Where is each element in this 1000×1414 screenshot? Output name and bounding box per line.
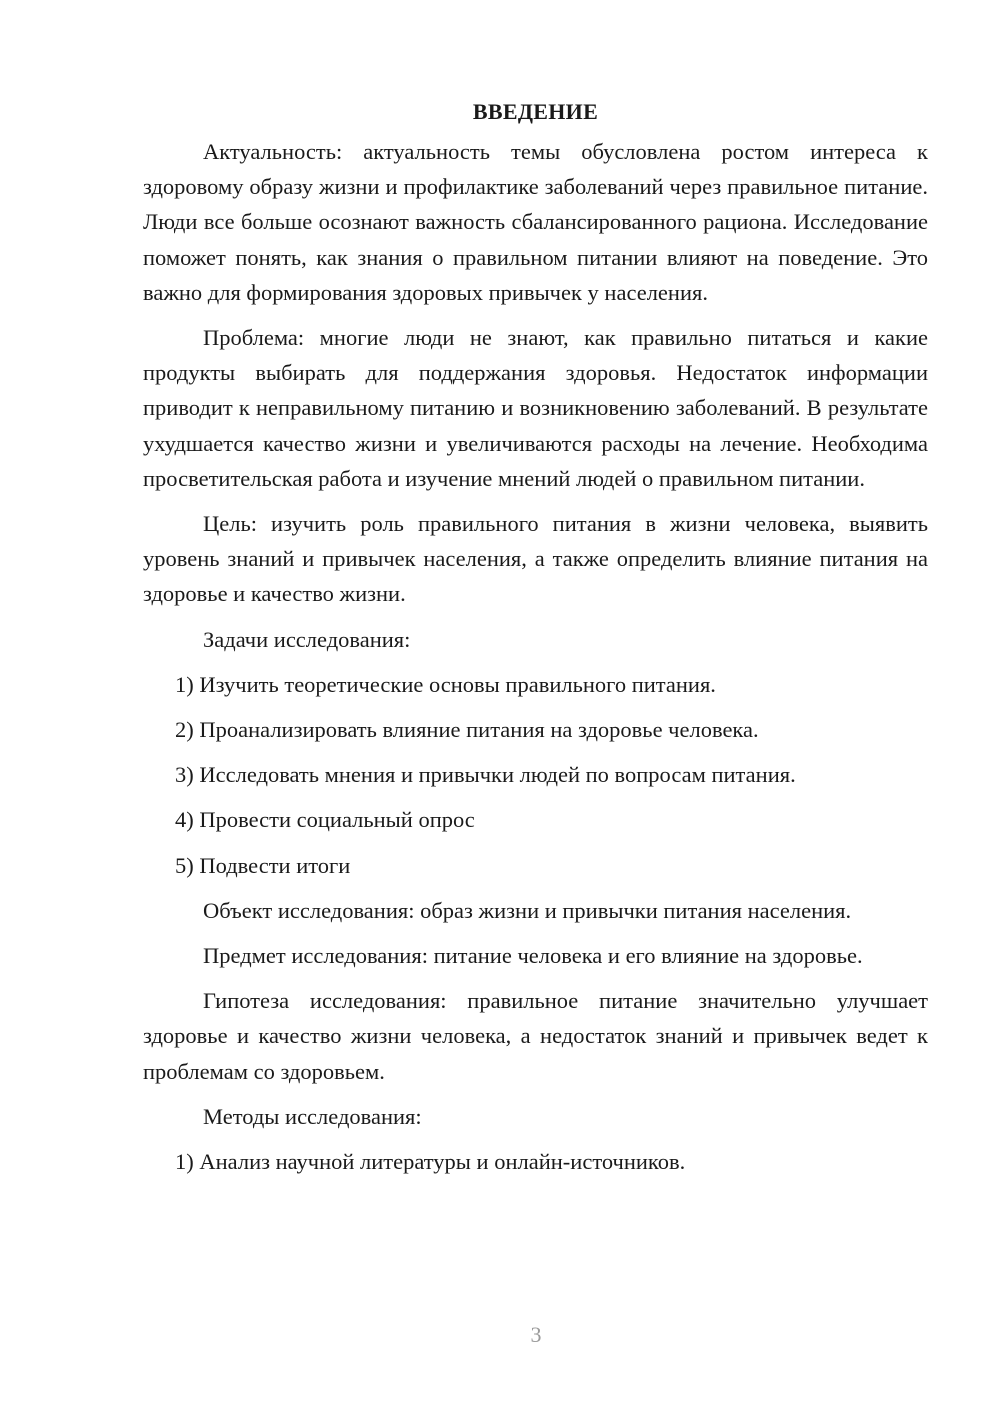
task-item-5: 5) Подвести итоги — [175, 852, 351, 878]
subject-paragraph: Предмет исследования: питание человека и его влияние на здоровье. — [203, 943, 863, 969]
tasks-heading: Задачи исследования: — [203, 626, 411, 652]
problem-paragraph: Проблема: многие люди не знают, как правильно питаться и какие продукты выбирать для поддержания здоровья. Недостаток информации приводит к неправильному питанию и возникновению заболеваний. В результате ухудшается качество жизни и увеличиваются расходы на лечение. Необходима просветительская работа и изучение мнений людей о правильном питании. — [143, 325, 928, 491]
page-title: ВВЕДЕНИЕ — [472, 99, 599, 124]
object-line: Объект исследования: образ жизни и привычки питания населения. — [203, 897, 852, 923]
page-number: 3 — [530, 1322, 542, 1347]
method-item-1: 1) Анализ научной литературы и онлайн-источников. — [175, 1149, 686, 1175]
document-page — [143, 94, 928, 1189]
task-item-2: 2) Проанализировать влияние питания на здоровье человека. — [175, 717, 759, 743]
methods-heading: Методы исследования: — [203, 1103, 422, 1129]
goal-paragraph: Цель: изучить роль правильного питания в жизни человека, выявить уровень знаний и привычек населения, а также определить влияние питания на здоровье и качество жизни. — [143, 511, 928, 607]
task-item-1: 1) Изучить теоретические основы правильного питания. — [175, 671, 716, 697]
task-item-3: 3) Исследовать мнения и привычки людей по вопросам питания. — [175, 762, 796, 788]
hypothesis-paragraph: Гипотеза исследования: правильное питание значительно улучшает здоровье и качество жизни человека, а недостаток знаний и привычек ведет к проблемам со здоровьем. — [143, 988, 928, 1084]
task-item-4: 4) Провести социальный опрос — [175, 807, 475, 833]
relevance-paragraph: Актуальность: актуальность темы обусловлена ростом интереса к здоровому образу жизни и профилактике заболеваний через правильное питание. Люди все больше осознают важность сбалансированного рациона. Исследование поможет понять, как знания о правильном питании влияют на поведение. Это важно для формирования здоровых привычек у населения. — [143, 139, 928, 305]
